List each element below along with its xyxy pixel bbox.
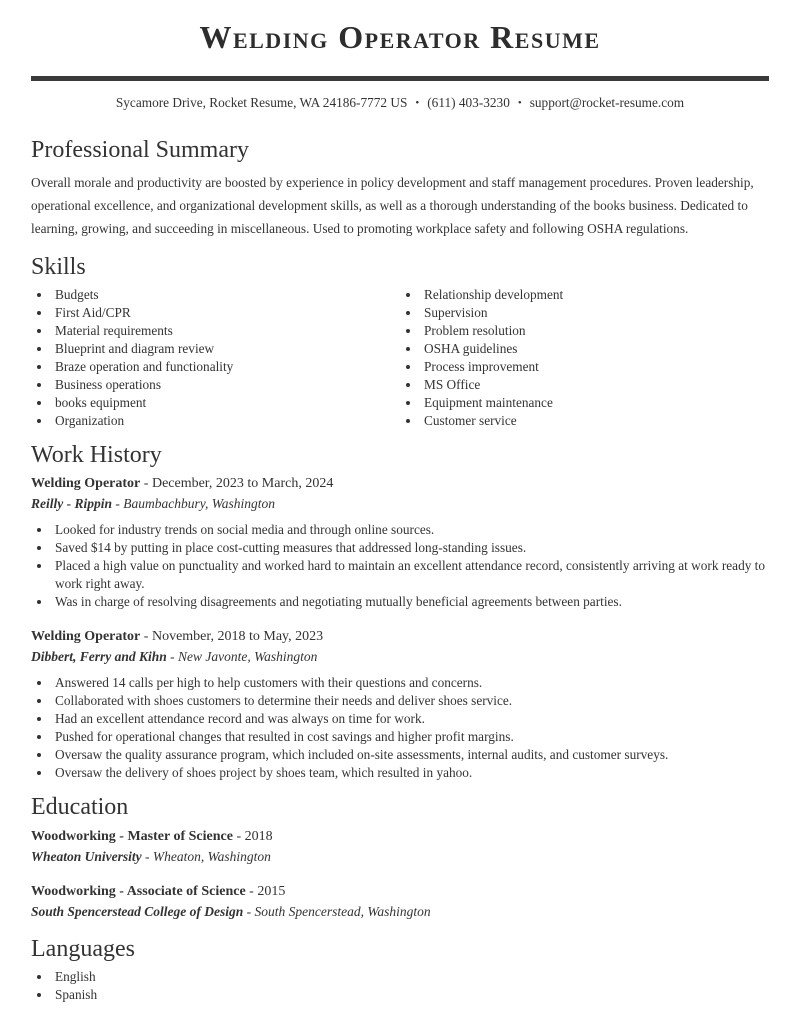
language-item: • English <box>52 968 769 986</box>
job-dates: December, 2023 to March, 2024 <box>151 476 334 491</box>
education-degree-line <box>31 882 769 902</box>
job-bullet-list <box>31 521 769 611</box>
skill-item: • Problem resolution <box>421 322 769 340</box>
education-degree: Woodworking - Master of Science <box>31 829 233 844</box>
job-entry-2 <box>31 627 769 782</box>
professional-summary-text: Overall morale and productivity are boosted by experience in policy development and staff management procedures. Proven leadership, operational excellence, and organizational development skills, as well as a thorough understanding of the books business. Dedicated to learning, growing, and succeeding in miscellaneous. Used to promoting workplace safety and following OSHA regulations. <box>31 175 754 236</box>
education-school-line <box>31 902 769 922</box>
languages-heading: Languages <box>31 936 135 962</box>
skill-item: • First Aid/CPR <box>52 304 400 322</box>
skill-item: • Budgets <box>52 286 400 304</box>
skill-item: • OSHA guidelines <box>421 340 769 358</box>
separator-dash: - <box>112 496 124 511</box>
skill-item: • Braze operation and functionality <box>52 358 400 376</box>
skills-column-right <box>400 286 769 430</box>
skills-columns <box>31 282 769 430</box>
work-history-heading: Work History <box>31 442 162 468</box>
section-professional-summary <box>31 135 769 240</box>
job-title-line <box>31 474 769 494</box>
skill-item: • Blueprint and diagram review <box>52 340 400 358</box>
skill-item: • Business operations <box>52 376 400 394</box>
job-bullet: • Looked for industry trends on social media and through online sources. <box>52 521 769 539</box>
education-location: South Spencerstead, Washington <box>254 904 431 919</box>
job-location: New Javonte, Washington <box>178 649 318 664</box>
languages-list <box>31 968 769 1004</box>
page-title: Welding Operator Resume <box>199 19 601 55</box>
section-languages <box>31 934 769 1004</box>
education-heading: Education <box>31 794 129 820</box>
header-divider <box>31 76 769 81</box>
section-skills <box>31 252 769 430</box>
job-company-line <box>31 494 769 514</box>
job-company-line <box>31 647 769 667</box>
separator-dash: - <box>232 829 245 844</box>
job-bullet: • Had an excellent attendance record and was always on time for work. <box>52 710 769 728</box>
education-school: South Spencerstead College of Design <box>31 904 244 919</box>
skill-item: • Relationship development <box>421 286 769 304</box>
separator-dash: - <box>245 884 258 899</box>
skill-item: • Equipment maintenance <box>421 394 769 412</box>
skill-item: • Organization <box>52 412 400 430</box>
job-dates: November, 2018 to May, 2023 <box>151 629 324 644</box>
job-bullet: • Placed a high value on punctuality and worked hard to maintain an excellent attendance record, consistently arriving at work ready to work right away. <box>52 557 769 593</box>
job-bullet: • Answered 14 calls per high to help customers with their questions and concerns. <box>52 674 769 692</box>
education-degree-line <box>31 827 769 847</box>
education-school: Wheaton University <box>31 849 142 864</box>
education-entry-2 <box>31 882 769 922</box>
job-title: Welding Operator <box>31 476 141 491</box>
job-bullet-list <box>31 674 769 782</box>
job-bullet: • Was in charge of resolving disagreements and negotiating mutually beneficial agreements between parties. <box>52 593 769 611</box>
job-bullet: • Oversaw the delivery of shoes project by shoes team, which resulted in yahoo. <box>52 764 769 782</box>
job-bullet: • Saved $14 by putting in place cost-cutting measures that addressed long-standing issues. <box>52 539 769 557</box>
skill-item: • books equipment <box>52 394 400 412</box>
job-company: Dibbert, Ferry and Kihn <box>31 649 167 664</box>
separator-dash: - <box>140 476 152 491</box>
education-degree: Woodworking - Associate of Science <box>31 884 246 899</box>
skill-item: • Customer service <box>421 412 769 430</box>
job-title-line <box>31 627 769 647</box>
separator-dash: - <box>141 849 153 864</box>
education-year: 2018 <box>244 829 273 844</box>
education-year: 2015 <box>257 884 286 899</box>
skills-heading: Skills <box>31 254 86 280</box>
separator-dash: - <box>140 629 152 644</box>
bullet-separator: • <box>517 97 522 109</box>
separator-dash: - <box>166 649 179 664</box>
bullet-separator: • <box>415 97 420 109</box>
skill-item: • Supervision <box>421 304 769 322</box>
job-location: Baumbachbury, Washington <box>123 496 275 511</box>
contact-address: Sycamore Drive, Rocket Resume, WA 24186-7772 US <box>115 95 408 110</box>
contact-line <box>31 95 769 111</box>
professional-summary-heading: Professional Summary <box>31 137 249 163</box>
education-entry-1 <box>31 827 769 867</box>
separator-dash: - <box>243 904 255 919</box>
skill-item: • Process improvement <box>421 358 769 376</box>
skill-item: • Material requirements <box>52 322 400 340</box>
education-school-line <box>31 847 769 867</box>
skills-column-left <box>31 286 400 430</box>
contact-email: support@rocket-resume.com <box>529 95 685 110</box>
language-item: • Spanish <box>52 986 769 1004</box>
job-company: Reilly - Rippin <box>31 496 112 511</box>
job-bullet: • Collaborated with shoes customers to determine their needs and deliver shoes service. <box>52 692 769 710</box>
job-bullet: • Oversaw the quality assurance program, which included on-site assessments, internal audits, and customer surveys. <box>52 746 769 764</box>
skill-item: • MS Office <box>421 376 769 394</box>
contact-phone: (611) 403-3230 <box>427 95 510 110</box>
job-title: Welding Operator <box>31 629 141 644</box>
job-entry-1 <box>31 474 769 611</box>
job-bullet: • Pushed for operational changes that resulted in cost savings and higher profit margins. <box>52 728 769 746</box>
education-location: Wheaton, Washington <box>152 849 271 864</box>
resume-header <box>31 16 769 111</box>
section-education <box>31 792 769 922</box>
section-work-history <box>31 440 769 782</box>
